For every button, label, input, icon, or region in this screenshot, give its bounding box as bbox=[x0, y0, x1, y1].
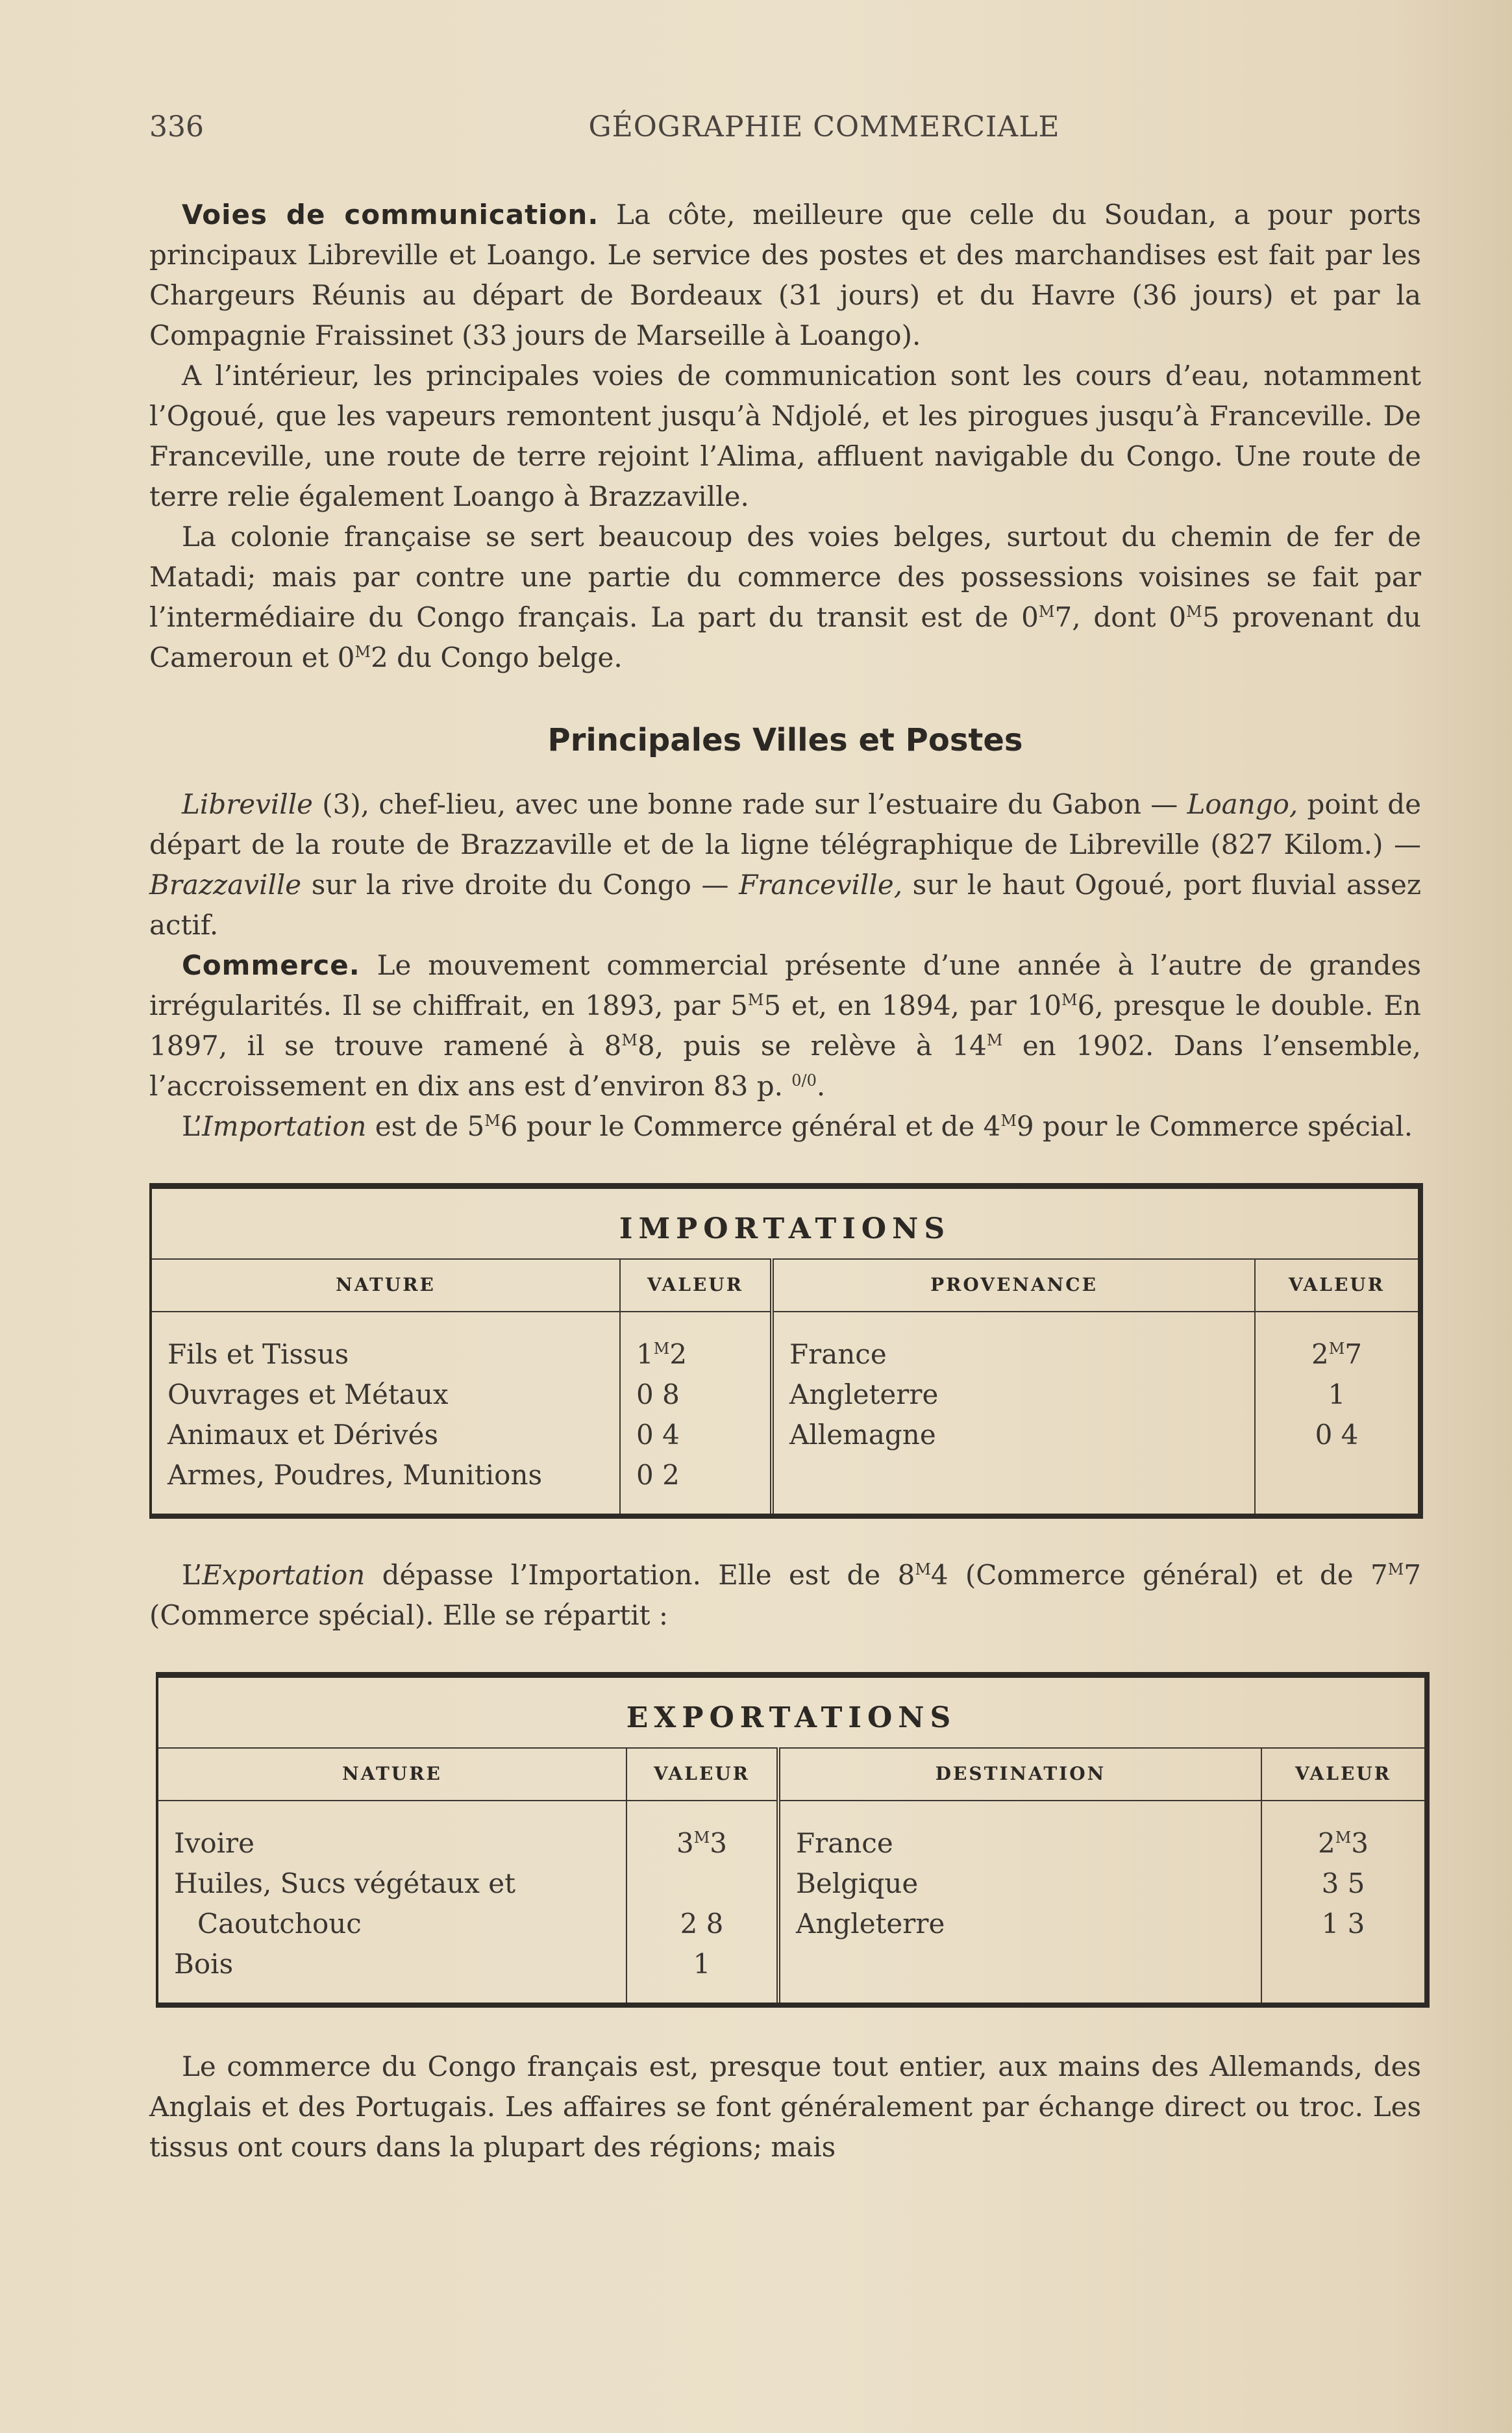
header-valeur: VALEUR bbox=[626, 1748, 778, 1801]
cell-valeur bbox=[626, 1801, 778, 1864]
final-paragraph: Le commerce du Congo français est, presque tout entier, aux mains des Allemands, des Anglais et des Portugais. Les affaires se font généralement par échange direct ou troc. Les tissus ont cours dans la plupart des régions; mais bbox=[149, 2051, 1421, 2163]
value: 3 bbox=[1351, 1827, 1369, 1859]
cell-nature: Bois bbox=[174, 1948, 234, 1980]
value: 7 bbox=[1345, 1338, 1363, 1370]
voies-text-3d: 2 du Congo belge. bbox=[371, 642, 623, 673]
commerce-text: 8, puis se relève à 14 bbox=[637, 1030, 987, 1062]
cell-valeur: 0 8 bbox=[620, 1375, 772, 1415]
town-libreville: Libreville bbox=[182, 788, 314, 820]
sup: M bbox=[1000, 1112, 1017, 1130]
villes-heading: Principales Villes et Postes bbox=[547, 722, 1023, 758]
cell-nature: Fils et Tissus bbox=[167, 1338, 349, 1370]
sup: M bbox=[1061, 991, 1078, 1009]
voies-paragraph-3 bbox=[149, 517, 1421, 678]
cell-nature: Ivoire bbox=[174, 1827, 254, 1859]
value: 2 bbox=[1311, 1338, 1329, 1370]
town-franceville: Franceville, bbox=[739, 869, 903, 901]
voies-paragraph-2: A l’intérieur, les principales voies de communication sont les cours d’eau, notamment l’Ogoué, que les vapeurs remontent jusqu’à Ndjolé, et les pirogues jusqu’à Franceville. De Franceville, une route de terre rejoint l’Alima, affluent navigable du Congo. Une route de terre relie également Loango à Brazzaville. bbox=[149, 360, 1421, 512]
cell-provenance: France bbox=[772, 1312, 1255, 1375]
importations-title: IMPORTATIONS bbox=[619, 1212, 951, 1245]
cell-nature: Caoutchouc bbox=[197, 1908, 362, 1940]
cell-valeur bbox=[1255, 1455, 1418, 1514]
voies-title: Voies de communication. bbox=[182, 199, 599, 231]
commerce-text: Le mouvement commercial présente d’une année à l’autre de grandes irrégularités. Il se chiffrait, en 1893, par 5 bbox=[149, 949, 1421, 1021]
export-text: 7 (Commerce spécial). Elle se répartit : bbox=[149, 1559, 1421, 1631]
cell-valeur: 0 4 bbox=[1255, 1415, 1418, 1455]
cell-nature: Huiles, Sucs végétaux et bbox=[174, 1867, 515, 1899]
voies-paragraph-1 bbox=[149, 195, 1421, 356]
cell-nature: Animaux et Dérivés bbox=[167, 1419, 439, 1451]
export-text: L’ bbox=[182, 1559, 203, 1591]
header-nature: NATURE bbox=[158, 1748, 626, 1801]
header-valeur: VALEUR bbox=[620, 1259, 772, 1312]
commerce-text: est de 5 bbox=[366, 1110, 485, 1142]
cell-valeur: 2 8 bbox=[626, 1904, 778, 1944]
town-loango: Loango, bbox=[1187, 788, 1298, 820]
cell-valeur: 0 4 bbox=[620, 1415, 772, 1455]
cell-valeur: 3 5 bbox=[1261, 1864, 1424, 1904]
commerce-text: 6 pour le Commerce général et de 4 bbox=[500, 1110, 1001, 1142]
villes-text-3: sur la rive droite du Congo — bbox=[301, 869, 739, 901]
importation-paragraph bbox=[149, 1106, 1421, 1147]
export-text: 4 (Commerce général) et de 7 bbox=[930, 1559, 1388, 1591]
sup: M bbox=[1387, 1560, 1404, 1578]
cell-destination: Angleterre bbox=[778, 1904, 1261, 1944]
cell-destination bbox=[778, 1944, 1261, 2003]
commerce-text: en 1902. Dans l’ensemble, l’accroissement en dix ans est d’environ 83 p. bbox=[149, 1030, 1421, 1102]
sup: M bbox=[986, 1031, 1003, 1049]
sup: M bbox=[1335, 1828, 1352, 1847]
value: 1 bbox=[636, 1338, 654, 1370]
header-valeur: VALEUR bbox=[1255, 1259, 1418, 1312]
exportations-table bbox=[156, 1672, 1430, 2008]
sup: M bbox=[1186, 603, 1202, 621]
cell-provenance bbox=[772, 1455, 1255, 1514]
cell-valeur: 1 bbox=[626, 1944, 778, 2003]
header-nature: NATURE bbox=[152, 1259, 620, 1312]
cell-valeur bbox=[620, 1312, 772, 1375]
cell-valeur: 1 bbox=[1255, 1375, 1418, 1415]
cell-nature: Ouvrages et Métaux bbox=[167, 1379, 449, 1410]
section-voies bbox=[149, 195, 1421, 678]
percent-sign: 0/0 bbox=[791, 1071, 817, 1090]
commerce-paragraph bbox=[149, 945, 1421, 1106]
sup: M bbox=[693, 1828, 710, 1847]
commerce-text: L’ bbox=[182, 1110, 203, 1142]
table-row bbox=[152, 1455, 1418, 1514]
value: 3 bbox=[710, 1827, 728, 1859]
cell-valeur bbox=[626, 1864, 778, 1904]
cell-valeur bbox=[1261, 1801, 1424, 1864]
villes-text-4: sur le haut Ogoué, port fluvial assez actif. bbox=[149, 869, 1421, 941]
commerce-text: 6, presque le double. En 1897, il se trouve ramené à 8 bbox=[149, 990, 1421, 1062]
running-header bbox=[149, 110, 1421, 156]
cell-provenance: Allemagne bbox=[772, 1415, 1255, 1455]
running-title: GÉOGRAPHIE COMMERCIALE bbox=[588, 110, 1060, 143]
sup: M bbox=[1038, 603, 1055, 621]
cell-valeur: 1 3 bbox=[1261, 1904, 1424, 1944]
cell-destination: Belgique bbox=[778, 1864, 1261, 1904]
exportations-title: EXPORTATIONS bbox=[626, 1701, 957, 1734]
table-row bbox=[158, 1904, 1424, 1944]
voies-text-3b: 7, dont 0 bbox=[1054, 601, 1187, 633]
commerce-text: 9 pour le Commerce spécial. bbox=[1016, 1110, 1413, 1142]
cell-nature: Armes, Poudres, Munitions bbox=[167, 1459, 543, 1491]
header-destination: DESTINATION bbox=[778, 1748, 1261, 1801]
cell-provenance: Angleterre bbox=[772, 1375, 1255, 1415]
table-row bbox=[158, 1944, 1424, 2003]
commerce-text: . bbox=[816, 1070, 826, 1102]
commerce-title: Commerce. bbox=[182, 949, 360, 981]
importation-word: Importation bbox=[202, 1110, 367, 1142]
villes-paragraph bbox=[149, 784, 1421, 945]
table-row bbox=[152, 1312, 1418, 1375]
value: 2 bbox=[1317, 1827, 1335, 1859]
voies-text-3c: 5 provenant du Cameroun et 0 bbox=[149, 601, 1421, 673]
table-row bbox=[152, 1415, 1418, 1455]
sup: M bbox=[354, 643, 371, 661]
table-row bbox=[158, 1864, 1424, 1904]
exportation-paragraph bbox=[149, 1555, 1421, 1636]
sup: M bbox=[653, 1340, 670, 1358]
sup: M bbox=[484, 1112, 501, 1130]
table-row bbox=[158, 1801, 1424, 1864]
villes-text-1: (3), chef-lieu, avec une bonne rade sur l’estuaire du Gabon — bbox=[313, 788, 1187, 820]
commerce-text: 5 et, en 1894, par 10 bbox=[763, 990, 1062, 1021]
villes-text-2: point de départ de la route de Brazzaville et de la ligne télégraphique de Libreville (827 Kilom.) — bbox=[149, 788, 1421, 860]
export-text: dépasse l’Importation. Elle est de 8 bbox=[365, 1559, 915, 1591]
voies-text-3a: La colonie française se sert beaucoup des voies belges, surtout du chemin de fer de Matadi; mais par contre une partie du commerce des possessions voisines se fait par l’intermédiaire du Congo français. La part du transit est de 0 bbox=[149, 521, 1421, 633]
header-valeur: VALEUR bbox=[1261, 1748, 1424, 1801]
voies-text-1: La côte, meilleure que celle du Soudan, a pour ports principaux Libreville et Loango. Le service des postes et des marchandises est fait par les Chargeurs Réunis au départ de Bordeaux (31 jours) et du Havre (36 jours) et par la Compagnie Fraissinet (33 jours de Marseille à Loango). bbox=[149, 199, 1422, 351]
page-number: 336 bbox=[149, 110, 204, 143]
sup: M bbox=[915, 1560, 931, 1578]
header-provenance: PROVENANCE bbox=[772, 1259, 1255, 1312]
cell-valeur bbox=[1261, 1944, 1424, 2003]
sup: M bbox=[747, 991, 764, 1009]
exportation-word: Exportation bbox=[202, 1559, 366, 1591]
value: 3 bbox=[676, 1827, 694, 1859]
cell-valeur bbox=[1255, 1312, 1418, 1375]
cell-valeur: 0 2 bbox=[620, 1455, 772, 1514]
table-row bbox=[152, 1375, 1418, 1415]
sup: M bbox=[1328, 1340, 1345, 1358]
sup: M bbox=[621, 1031, 638, 1049]
importations-table bbox=[149, 1183, 1423, 1519]
value: 2 bbox=[669, 1338, 688, 1370]
town-brazzaville: Brazzaville bbox=[149, 869, 302, 901]
cell-destination: France bbox=[778, 1801, 1261, 1864]
